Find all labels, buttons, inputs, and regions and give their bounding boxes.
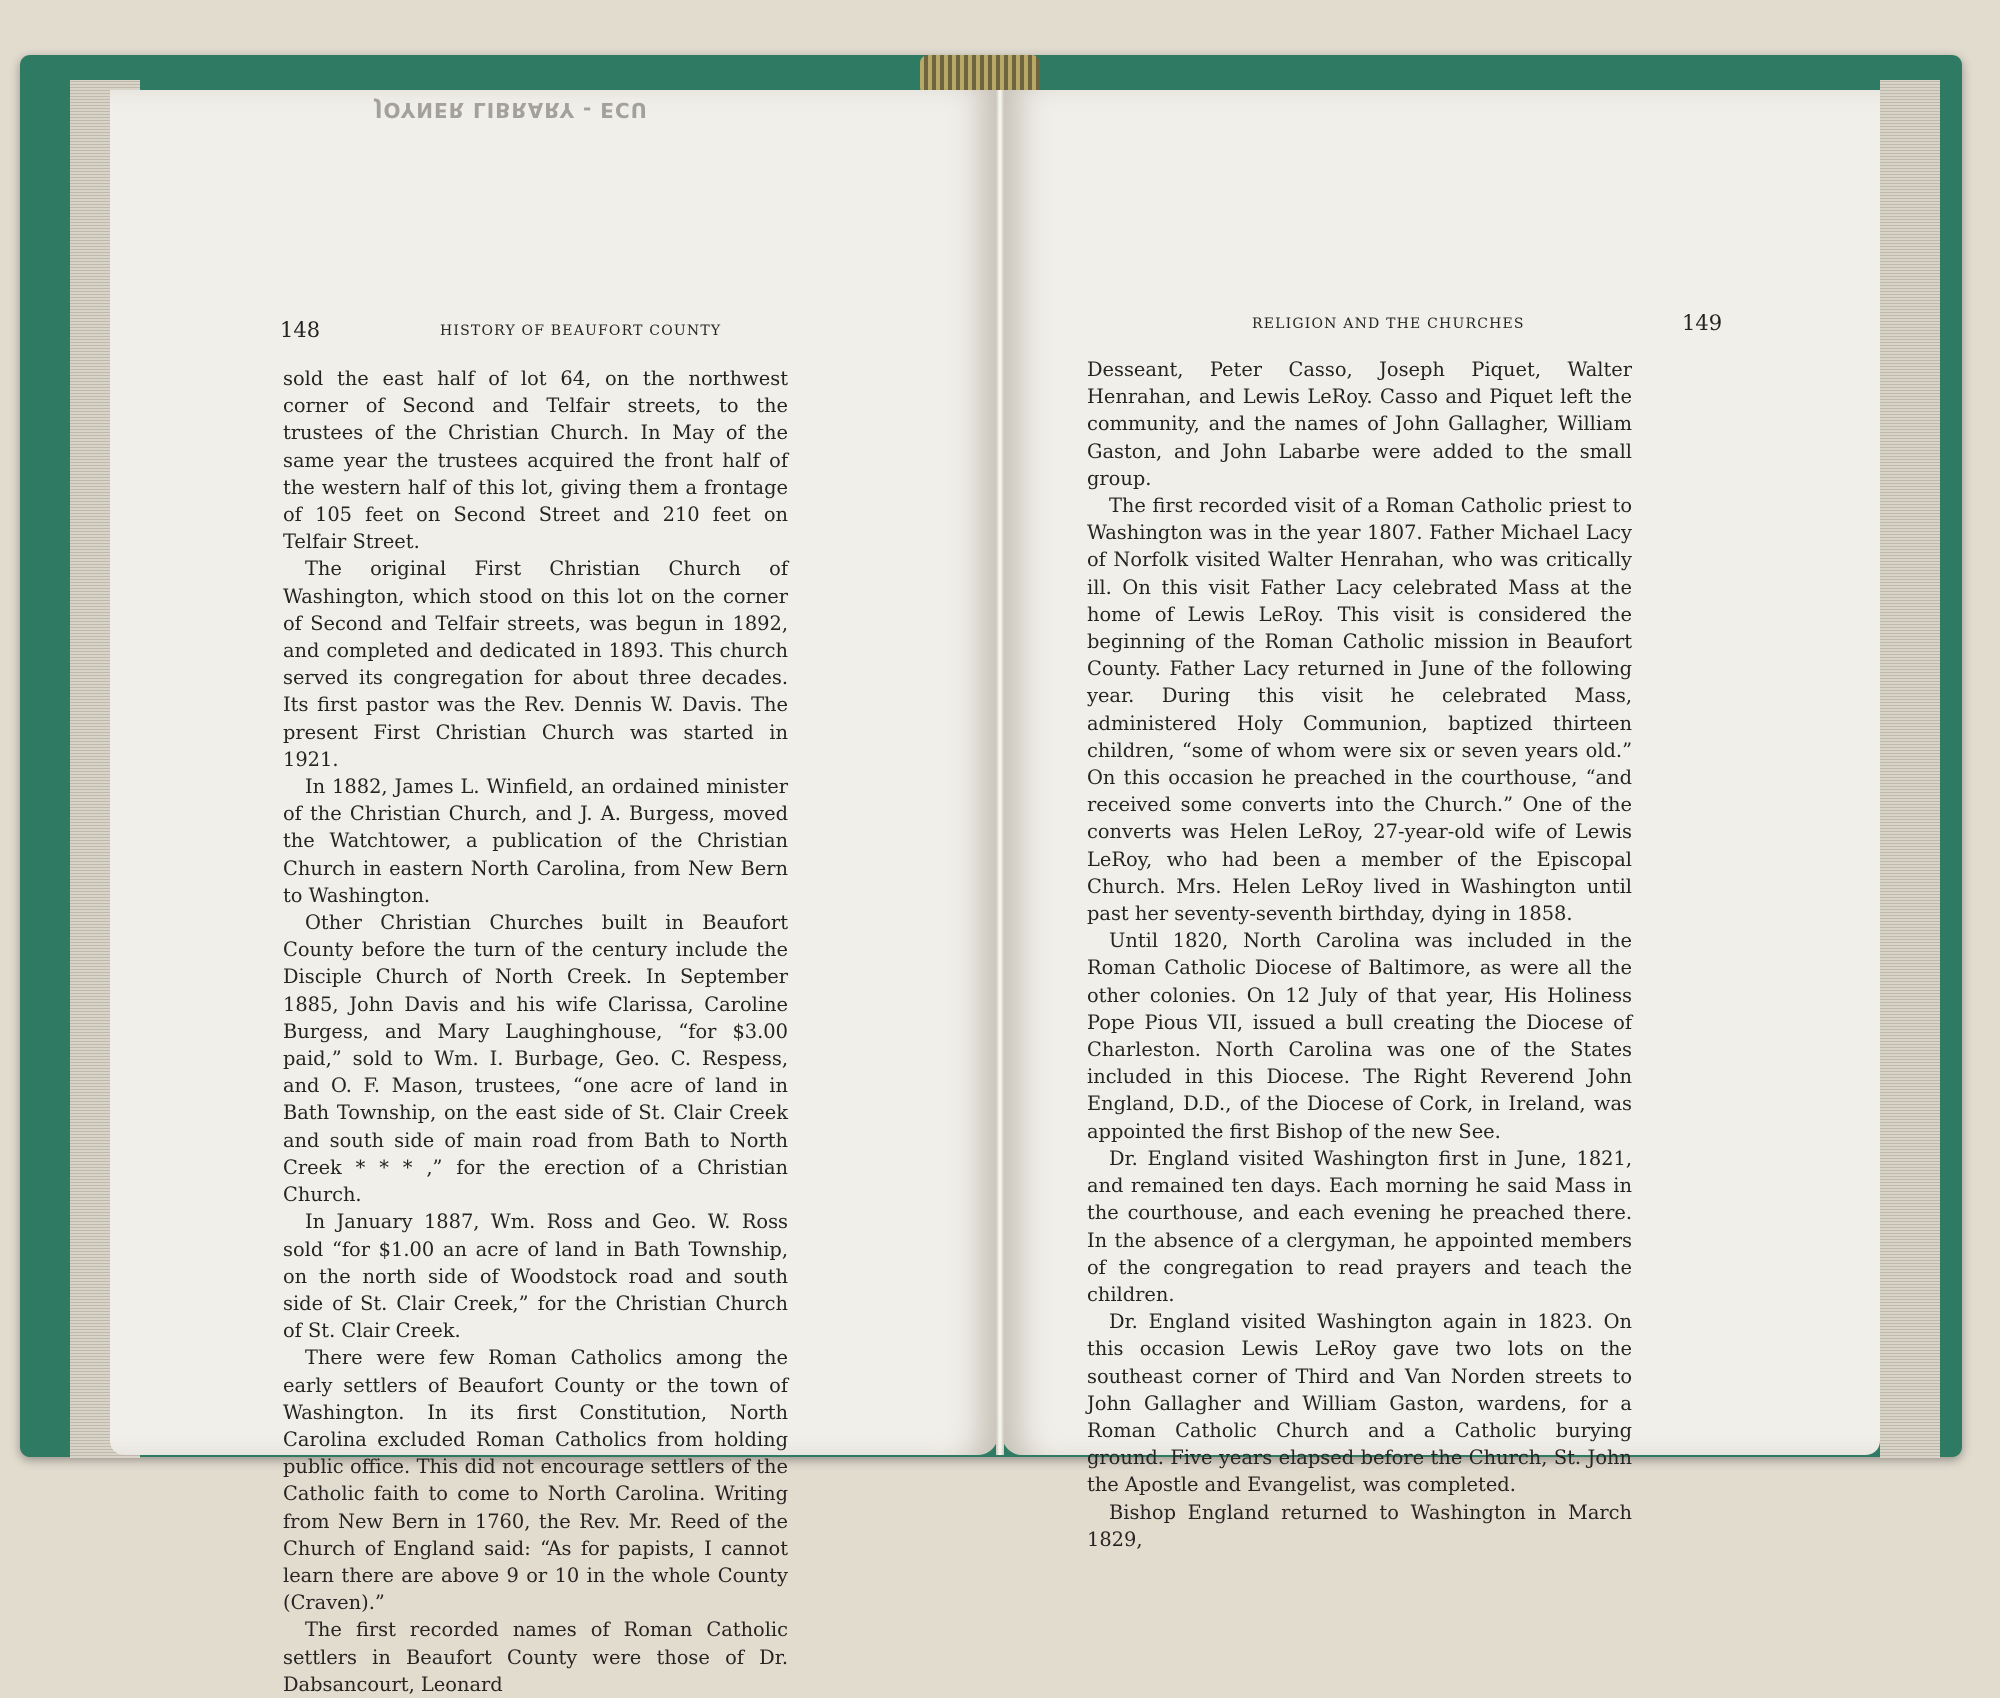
right-running-head: RELIGION AND THE CHURCHES bbox=[1252, 316, 1525, 332]
paragraph: In January 1887, Wm. Ross and Geo. W. Ross sold “for $1.00 an acre of land in Bath Township, on the north side of Woodstock road and south side of St. Clair Creek,” for the Christian Church of St. Clair Creek. bbox=[283, 1210, 788, 1343]
paragraph: The first recorded visit of a Roman Catholic priest to Washington was in the year 1807. Father Michael Lacy of Norfolk visited Walter Henrahan, who was critically ill. On this visit Father Lacy celebrated Mass at the home of Lewis LeRoy. This visit is considered the beginning of the Roman Catholic mission in Beaufort County. Father Lacy returned in June of the following year. During this visit he celebrated Mass, administered Holy Communion, baptized thirteen children, “some of whom were six or seven years old.” On this occasion he preached in the courthouse, “and received some converts into the Church.” One of the converts was Helen LeRoy, 27-year-old wife of Lewis LeRoy, who had been a member of the Episcopal Church. Mrs. Helen LeRoy lived in Washington until past her seventy-seventh birthday, dying in 1858. bbox=[1087, 494, 1632, 926]
left-page-body bbox=[283, 365, 788, 1698]
book-spine-headband bbox=[920, 55, 1040, 95]
right-page-edges bbox=[1880, 80, 1940, 1458]
book-gutter bbox=[996, 90, 1004, 1455]
paragraph: Until 1820, North Carolina was included in the Roman Catholic Diocese of Baltimore, as were all the other colonies. On 12 July of that year, His Holiness Pope Pious VII, issued a bull creating the Diocese of Charleston. North Carolina was one of the States included in this Diocese. The Right Reverend John England, D.D., of the Diocese of Cork, in Ireland, was appointed the first Bishop of the new See. bbox=[1087, 929, 1632, 1143]
right-page-number: 149 bbox=[1682, 311, 1723, 335]
left-page-number: 148 bbox=[280, 318, 321, 342]
library-stamp: JOYNER LIBRARY - ECU bbox=[375, 98, 648, 122]
paragraph: The first recorded names of Roman Catholic settlers in Beaufort County were those of Dr. Dabsancourt, Leonard bbox=[283, 1618, 788, 1696]
paragraph: In 1882, James L. Winfield, an ordained minister of the Christian Church, and J. A. Burgess, moved the Watchtower, a publication of the Christian Church in eastern North Carolina, from New Bern to Washington. bbox=[283, 775, 788, 907]
paragraph: The original First Christian Church of Washington, which stood on this lot on the corner of Second and Telfair streets, was begun in 1892, and completed and dedicated in 1893. This church served its congregation for about three decades. Its first pastor was the Rev. Dennis W. Davis. The present First Christian Church was started in 1921. bbox=[283, 557, 788, 771]
paragraph: Other Christian Churches built in Beaufort County before the turn of the century include the Disciple Church of North Creek. In September 1885, John Davis and his wife Clarissa, Caroline Burgess, and Mary Laughinghouse, “for $3.00 paid,” sold to Wm. I. Burbage, Geo. C. Respess, and O. F. Mason, trustees, “one acre of land in Bath Township, on the east side of St. Clair Creek and south side of main road from Bath to North Creek * * * ,” for the erection of a Christian Church. bbox=[283, 911, 788, 1207]
paragraph: Dr. England visited Washington again in 1823. On this occasion Lewis LeRoy gave two lots on the southeast corner of Third and Van Norden streets to John Gallagher and William Gaston, wardens, for a Roman Catholic Church and a Catholic burying ground. Five years elapsed before the Church, St. John the Apostle and Evangelist, was completed. bbox=[1087, 1310, 1632, 1497]
right-page bbox=[1002, 90, 1880, 1551]
paragraph: There were few Roman Catholics among the early settlers of Beaufort County or the town of Washington. In its first Constitution, North Carolina excluded Roman Catholics from holding public office. This did not encourage settlers of the Catholic faith to come to North Carolina. Writing from New Bern in 1760, the Rev. Mr. Reed of the Church of England said: “As for papists, I cannot learn there are above 9 or 10 in the whole County (Craven).” bbox=[283, 1346, 788, 1615]
left-running-head: HISTORY OF BEAUFORT COUNTY bbox=[440, 323, 722, 339]
right-page-body bbox=[1087, 356, 1632, 1553]
paragraph: sold the east half of lot 64, on the northwest corner of Second and Telfair streets, to the trustees of the Christian Church. In May of the same year the trustees acquired the front half of the western half of this lot, giving them a frontage of 105 feet on Second Street and 210 feet on Telfair Street. bbox=[283, 367, 788, 554]
paragraph: Dr. England visited Washington first in June, 1821, and remained ten days. Each morning he said Mass in the courthouse, and each evening he preached there. In the absence of a clergyman, he appointed members of the congregation to read prayers and teach the children. bbox=[1087, 1146, 1632, 1306]
paragraph: Bishop England returned to Washington in March 1829, bbox=[1087, 1500, 1632, 1551]
paragraph: Desseant, Peter Casso, Joseph Piquet, Walter Henrahan, and Lewis LeRoy. Casso and Piquet left the community, and the names of John Gallagher, William Gaston, and John Labarbe were added to the small group. bbox=[1087, 358, 1632, 490]
left-page bbox=[110, 90, 998, 1696]
